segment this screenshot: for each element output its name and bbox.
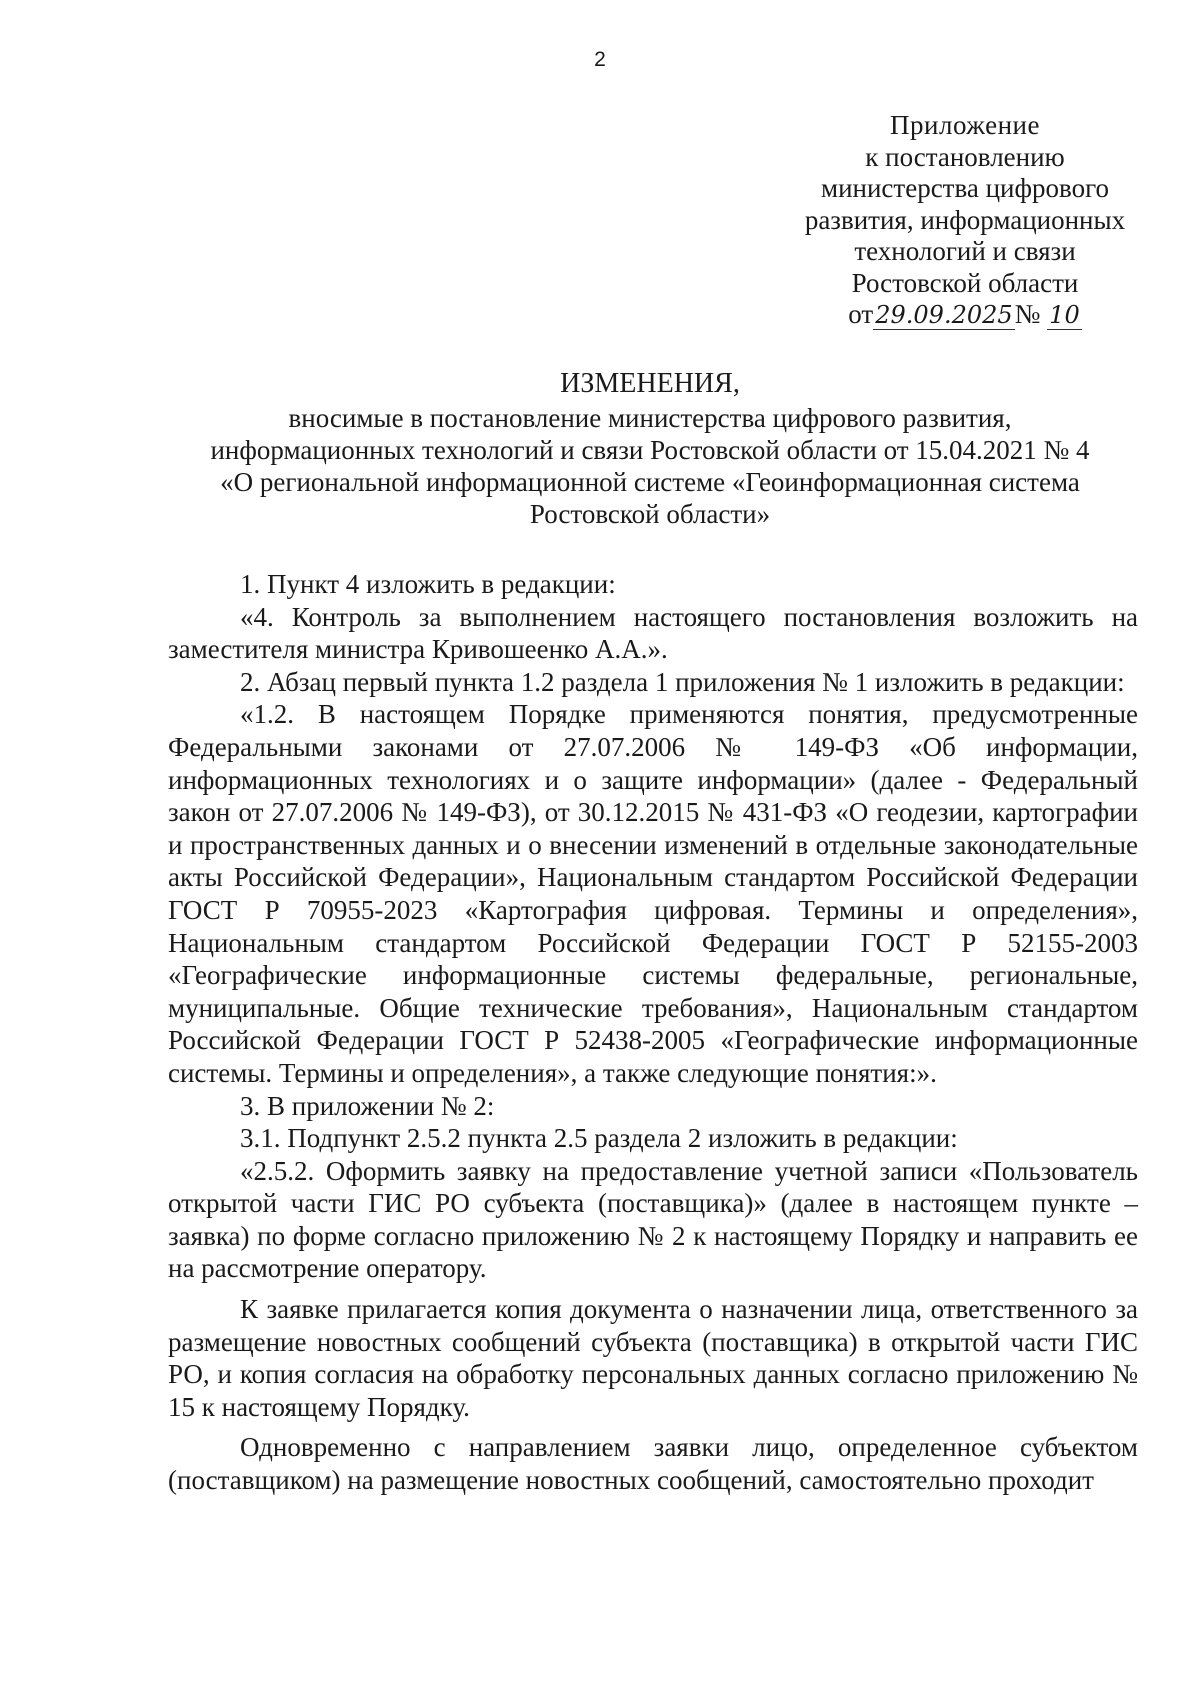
document-subtitle-line-3: «О региональной информационной системе «Геоинформационная система xyxy=(220,467,1080,497)
paragraph: «2.5.2. Оформить заявку на предоставление учетной записи «Пользователь открытой части ГИС РО субъекта (поставщика)» (далее в настоящем пункте – заявка) по форме согласно приложению № 2 к настоящему Порядку и направить ее на рассмотрение оператору. xyxy=(168,1155,1138,1284)
page-number: 2 xyxy=(594,48,606,71)
appendix-line-5: Ростовской области xyxy=(851,267,1079,298)
appendix-date-line xyxy=(848,299,1081,332)
date-prefix: от xyxy=(848,299,874,329)
handwritten-number: 10 xyxy=(1049,301,1080,329)
document-body xyxy=(168,568,1138,1497)
document-title: ИЗМЕНЕНИЯ, xyxy=(560,368,740,399)
document-title-block xyxy=(160,368,1140,530)
document-subtitle-line-2: информационных технологий и связи Ростовской области от 15.04.2021 № 4 xyxy=(210,435,1090,465)
paragraph: «1.2. В настоящем Порядке применяются понятия, предусмотренные Федеральными законами от 27.07.2006 № 149-ФЗ «Об информации, информационных технологиях и о защите информации» (далее - Федеральный закон от 27.07.2006 № 149-ФЗ), от 30.12.2015 № 431-ФЗ «О геодезии, картографии и пространственных данных и о внесении изменений в отдельные законодательные акты Российской Федерации», Национальным стандартом Российской Федерации ГОСТ Р 70955-2023 «Картография цифровая. Термины и определения», Национальным стандартом Российской Федерации ГОСТ Р 52155-2003 «Географические информационные системы федеральные, региональные, муниципальные. Общие технические требования», Национальным стандартом Российской Федерации ГОСТ Р 52438-2005 «Географические информационные системы. Термины и определения», а также следующие понятия:». xyxy=(168,699,1138,1088)
appendix-line-2: министерства цифрового xyxy=(821,173,1109,203)
number-prefix: № xyxy=(1014,299,1041,329)
paragraph: 1. Пункт 4 изложить в редакции: xyxy=(240,569,616,599)
paragraph: 3. В приложении № 2: xyxy=(240,1090,495,1121)
document-subtitle-line-4: Ростовской области» xyxy=(529,499,771,529)
document-subtitle-line-1: вносимые в постановление министерства цифрового развития, xyxy=(288,403,1012,433)
handwritten-date: 29.09.2025 xyxy=(875,301,1013,329)
paragraph: Одновременно с направлением заявки лицо, определенное субъектом (поставщиком) на размещение новостных сообщений, самостоятельно проходит xyxy=(168,1432,1138,1496)
paragraph: К заявке прилагается копия документа о назначении лица, ответственного за размещение новостных сообщений субъекта (поставщика) в открытой части ГИС РО, и копия согласия на обработку персональных данных согласно приложению № 15 к настоящему Порядку. xyxy=(168,1294,1138,1422)
appendix-line-1: к постановлению xyxy=(865,141,1065,172)
paragraph: 2. Абзац первый пункта 1.2 раздела 1 приложения № 1 изложить в редакции: xyxy=(240,666,1125,697)
appendix-line-3: развития, информационных xyxy=(804,204,1126,235)
appendix-block xyxy=(790,110,1140,332)
appendix-line-4: технологий и связи xyxy=(854,236,1076,266)
paragraph: 3.1. Подпункт 2.5.2 пункта 2.5 раздела 2 изложить в редакции: xyxy=(240,1123,958,1154)
paragraph: «4. Контроль за выполнением настоящего постановления возложить на заместителя министра Кривошеенко А.А.». xyxy=(168,601,1138,665)
appendix-heading: Приложение xyxy=(890,110,1040,140)
